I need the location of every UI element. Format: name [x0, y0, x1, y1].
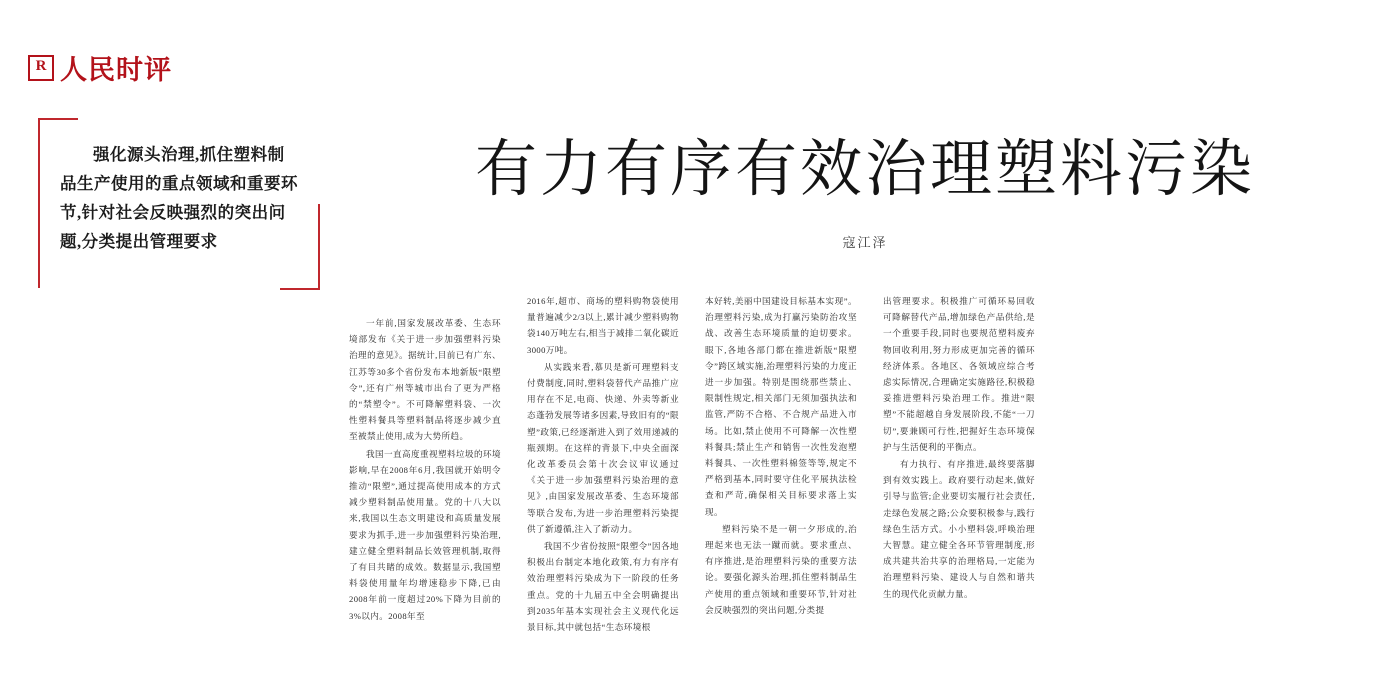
- article-column-4: [883, 293, 1035, 683]
- people-daily-logo-icon: R: [28, 55, 54, 81]
- paragraph: 塑料污染不是一朝一夕形成的,治理起来也无法一蹴而就。要求重点、有序推进,是治理塑料污染的重要方法论。要强化源头治理,抓住塑料制品生产使用的重点领域和重要环节,针对社会反映强烈的突出问题,分类提: [705, 523, 857, 615]
- page-title: 有力有序有效治理塑料污染: [474, 136, 1255, 204]
- paragraph: 2016年,超市、商场的塑料购物袋使用量普遍减少2/3以上,累计减少塑料购物袋140万吨左右,相当于减排二氧化碳近3000万吨。: [527, 296, 679, 355]
- paragraph: 一年前,国家发展改革委、生态环境部发布《关于进一步加强塑料污染治理的意见》。据统计,目前已有广东、江苏等30多个省份发布本地新版“限塑令”,还有广州等城市出台了更为严格的“禁塑令”。不可降解塑料袋、一次性塑料餐具等塑料制品将逐步减少直至被禁止使用,成为大势所趋。: [349, 318, 501, 442]
- article-body: [28, 293, 1373, 683]
- article-column-2: [527, 293, 679, 683]
- paragraph: 我国不少省份按照“限塑令”因各地积极出台制定本地化政策,有力有序有效治理塑料污染成为下一阶段的任务重点。党的十九届五中全会明确提出到2035年基本实现社会主义现代化远景目标,其中就包括“生态环境根: [527, 541, 679, 633]
- article-column-1: [349, 293, 501, 683]
- paragraph: 我国一直高度重视塑料垃圾的环境影响,早在2008年6月,我国就开始明令推动“限塑”,通过提高使用成本的方式减少塑料制品使用量。党的十八大以来,我国以生态文明建设和高质量发展要求为抓手,进一步加强塑料污染治理,建立健全塑料制品长效管理机制,取得了有目共睹的成效。数据显示,我国塑料袋使用量年均增速稳步下降,已由2008年前一度超过20%下降为目前的3%以内。2008年至: [349, 448, 501, 621]
- paragraph: 有力执行、有序推进,最终要落脚到有效实践上。政府要行动起来,做好引导与监管;企业要切实履行社会责任,走绿色发展之路;公众要积极参与,践行绿色生活方式。小小塑料袋,呼唤治理大智慧。建立健全各环节管理制度,形成共建共治共享的治理格局,一定能为治理塑料污染、建设人与自然和谐共生的现代化贡献力量。: [883, 459, 1035, 599]
- masthead-title: 人民时评: [60, 55, 172, 85]
- paragraph: 出管理要求。积极推广可循环易回收可降解替代产品,增加绿色产品供给,是一个重要手段,同时也要规范塑料废弃物回收利用,努力形成更加完善的循环经济体系。各地区、各领域应综合考虑实际情况,合理确定实施路径,积极稳妥推进塑料污染治理工作。推进“限塑”不能超越自身发展阶段,不能“一刀切”,要兼顾可行性,把握好生态环境保护与生活便利的平衡点。: [883, 296, 1035, 452]
- pull-quote-text: 强化源头治理,抓住塑料制品生产使用的重点领域和重要环节,针对社会反映强烈的突出问题,分类提出管理要求: [60, 145, 298, 251]
- column-spacer: [28, 293, 323, 683]
- article-column-3: [705, 293, 857, 683]
- paragraph: 本好转,美丽中国建设目标基本实现”。治理塑料污染,成为打赢污染防治攻坚战、改善生态环境质量的迫切要求。眼下,各地各部门都在推进新版“限塑令”跨区域实施,治理塑料污染的力度正进一步加强。特别是围绕那些禁止、限制性规定,相关部门无须加强执法和监管,严防不合格、不合规产品进入市场。比如,禁止使用不可降解一次性塑料餐具;禁止生产和销售一次性发泡塑料餐具、一次性塑料棉签等等,规定不严格到基本,同时要守住化平展执法检查和严苛,确保相关目标要求落上实现。: [705, 296, 857, 517]
- byline-author: 寇江泽: [842, 235, 888, 250]
- pull-quote: [30, 118, 320, 298]
- paragraph: 从实践来看,慕贝是新可理塑料支付费制度,同时,塑料袋替代产品推广应用存在不足,电商、快递、外卖等新业态蓬勃发展等诸多因素,导致旧有的“限塑”政策,已经逐渐进入到了效用递减的瓶颈期。在这样的背景下,中央全面深化改革委员会第十次会议审议通过《关于进一步加强塑料污染治理的意见》,由国家发展改革委、生态环境部等联合发布,为进一步治理塑料污染提供了新遵循,注入了新动力。: [527, 361, 679, 534]
- masthead: [28, 48, 172, 87]
